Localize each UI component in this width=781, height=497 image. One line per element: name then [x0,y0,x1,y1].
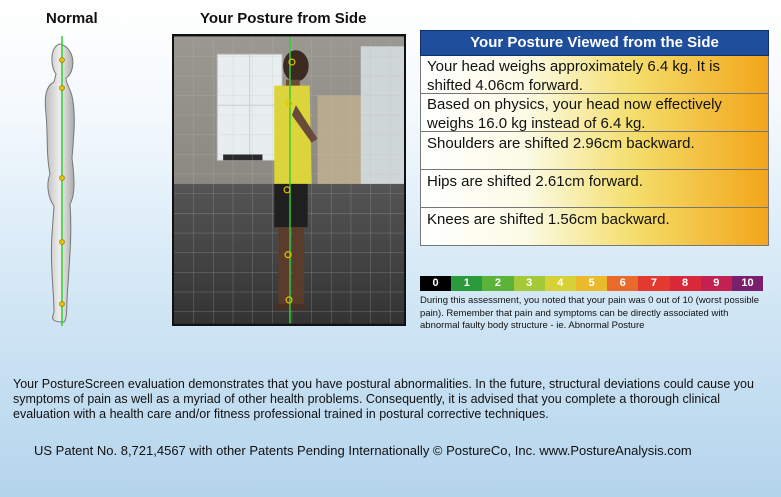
patent-footer: US Patent No. 8,721,4567 with other Patents Pending Internationally © PostureCo, Inc. www.PostureAnalysis.com [34,443,692,458]
pain-scale-cell: 7 [638,276,669,291]
normal-posture-figure [20,34,116,329]
posture-results-panel [420,30,769,246]
pain-scale-cell: 10 [732,276,763,291]
pain-scale-cell: 4 [545,276,576,291]
result-row-head: Your head weighs approximately 6.4 kg. It is shifted 4.06cm forward. [420,56,769,94]
pain-scale-cell: 0 [420,276,451,291]
body-silhouette [45,44,74,322]
result-row-shoulders: Shoulders are shifted 2.96cm backward. [420,132,769,170]
side-posture-photo [172,34,406,326]
pain-scale [420,276,763,291]
normal-title: Normal [46,10,98,27]
evaluation-summary: Your PostureScreen evaluation demonstrates that you have postural abnormalities. In the future, structural deviations could cause you symptoms of pain as well as a myriad of other health problems. Consequently, it is advised that you complete a thorough clinical evaluation with a health care and/or fitness professional trained in postural corrective techniques. [13,377,754,421]
pain-scale-cell: 5 [576,276,607,291]
pain-scale-cell: 2 [482,276,513,291]
panel-heading: Your Posture Viewed from the Side [420,30,769,56]
bench [223,154,262,160]
pain-scale-cell: 8 [670,276,701,291]
pain-scale-cell: 3 [514,276,545,291]
pain-note: During this assessment, you noted that your pain was 0 out of 10 (worst possible pain). Remember that pain and symptoms can be directly associated with abnormal faulty body structure - ie. Abnormal Posture [420,295,760,331]
photo-title: Your Posture from Side [200,10,367,27]
pain-scale-cell: 6 [607,276,638,291]
pain-scale-cell: 1 [451,276,482,291]
result-row-effective-weight: Based on physics, your head now effectively weighs 16.0 kg instead of 6.4 kg. [420,94,769,132]
pain-scale-cell: 9 [701,276,732,291]
result-row-hips: Hips are shifted 2.61cm forward. [420,170,769,208]
result-row-knees: Knees are shifted 1.56cm backward. [420,208,769,246]
